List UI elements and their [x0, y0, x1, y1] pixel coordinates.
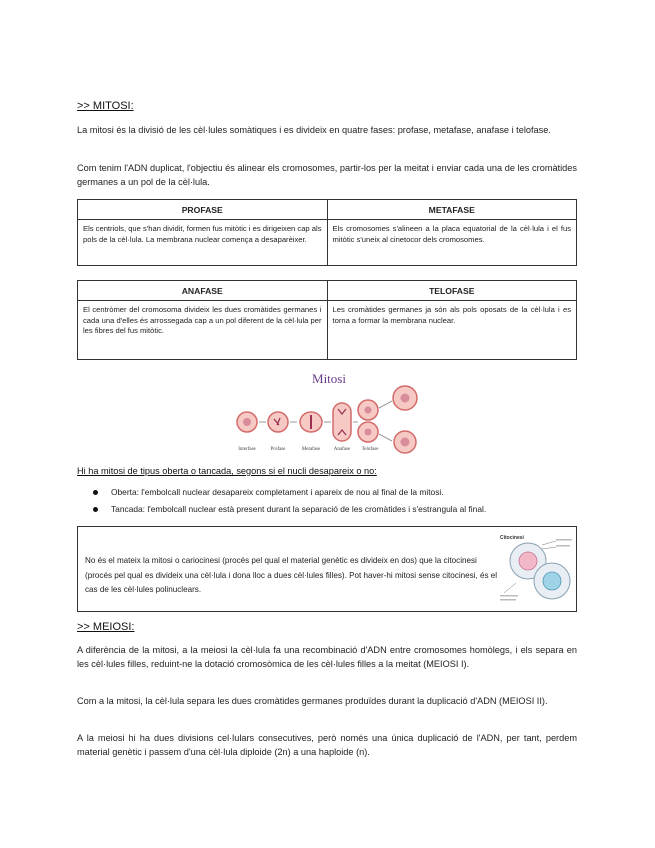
- meiosi-paragraph-1: A diferència de la mitosi, a la meiosi la cèl·lula fa una recombinació d'ADN entre cromosomes homòlegs, i els separa en les cèl·lules filles, reduint-ne la dotació cromosòmica de les cèl·lules filles a la meitat (MEIOSI I).: [77, 645, 577, 669]
- meiosi-paragraph-3: A la meiosi hi ha dues divisions cel·lulars consecutives, però només una única duplicació de l'ADN, per tant, perdem material genètic i passem d'una cèl·lula diploide (2n) a una haploide (n).: [77, 733, 577, 757]
- profase-header: PROFASE: [78, 200, 328, 220]
- cytokinesis-label: Citocinesi: [500, 535, 524, 541]
- stage-label-interfase: Interfase: [238, 447, 256, 452]
- bullet-icon: [93, 507, 98, 512]
- anafase-cell: [333, 403, 351, 441]
- stage-label-telofase: Telofase: [361, 447, 379, 452]
- mitosi-paragraph-1: La mitosi és la divisió de les cèl·lules somàtiques i es divideix en quatre fases: profase, metafase, anafase i telofase.: [77, 125, 551, 135]
- anafase-header: ANAFASE: [78, 281, 328, 301]
- mitosi-heading: >> MITOSI:: [77, 100, 134, 112]
- cytokinesis-illustration: [498, 531, 574, 607]
- meiosi-paragraph-2: Com a la mitosi, la cèl·lula separa les dues cromàtides germanes produïdes durant la duplicació d'ADN (MEIOSI II).: [77, 696, 548, 706]
- bullet-icon: [93, 490, 98, 495]
- phase-table-2: [77, 280, 577, 360]
- metafase-description: Els cromosomes s'alineen a la placa equatorial de la cèl·lula i el fus mitòtic s'uneix al cinetocor dels cromosomes.: [327, 220, 577, 266]
- telofase-description: Les cromàtides germanes ja són als pols oposats de la cèl·lula i es torna a formar la membrana nuclear.: [327, 301, 577, 360]
- telofase-header: TELOFASE: [327, 281, 577, 301]
- mitosis-types-list: [93, 484, 486, 518]
- list-item: [93, 501, 486, 518]
- bullet-text-oberta: Oberta: l'embolcall nuclear desapareix completament i apareix de nou al final de la mitosi.: [111, 487, 444, 497]
- mitosis-diagram-title: Mitosi: [312, 371, 346, 386]
- bullet-text-tancada: Tancada: l'embolcall nuclear està present durant la separació de les cromàtides i s'estrangula al final.: [111, 504, 487, 514]
- mitosis-types-heading: Hi ha mitosi de tipus oberta o tancada, segons si el nucli desapareix o no:: [77, 466, 377, 476]
- note-box: [77, 526, 577, 612]
- mitosis-diagram: [234, 371, 424, 455]
- metafase-header: METAFASE: [327, 200, 577, 220]
- stage-label-metafase: Metafase: [301, 447, 321, 452]
- stage-label-profase: Profase: [270, 447, 286, 452]
- stage-label-anafase: Anafase: [333, 447, 351, 452]
- mitosis-stages-illustration: [234, 371, 424, 455]
- profase-description: Els centriols, que s'han dividit, formen fus mitòtic i es dirigeixen cap als pols de la cèl·lula. La membrana nuclear comença a desaparèixer.: [78, 220, 328, 266]
- list-item: [93, 484, 486, 501]
- phase-table-1: [77, 199, 577, 266]
- mitosi-paragraph-2: Com tenim l'ADN duplicat, l'objectiu és alinear els cromosomes, partir-los per la meitat i enviar cada una de les cromàtides germanes a un pol de la cèl·lula.: [77, 163, 577, 187]
- anafase-description: El centròmer del cromosoma divideix les dues cromàtides germanes i cada una d'elles és arrossegada cap a un pol diferent de la cèl·lula per les fibres del fus mitòtic.: [78, 301, 328, 360]
- note-box-text: No és el mateix la mitosi o cariocinesi (procés pel qual el material genètic es divideix en dos) que la citocinesi (procés pel qual es divideix una cèl·lula i dona lloc a dues cèl·lules filles). Pot haver-hi mitosi sense citocinesi, és el cas de les cèl·lules polinuclears.: [85, 556, 498, 594]
- meiosi-heading: >> MEIOSI:: [77, 621, 135, 633]
- interfase-nucleus: [243, 418, 251, 426]
